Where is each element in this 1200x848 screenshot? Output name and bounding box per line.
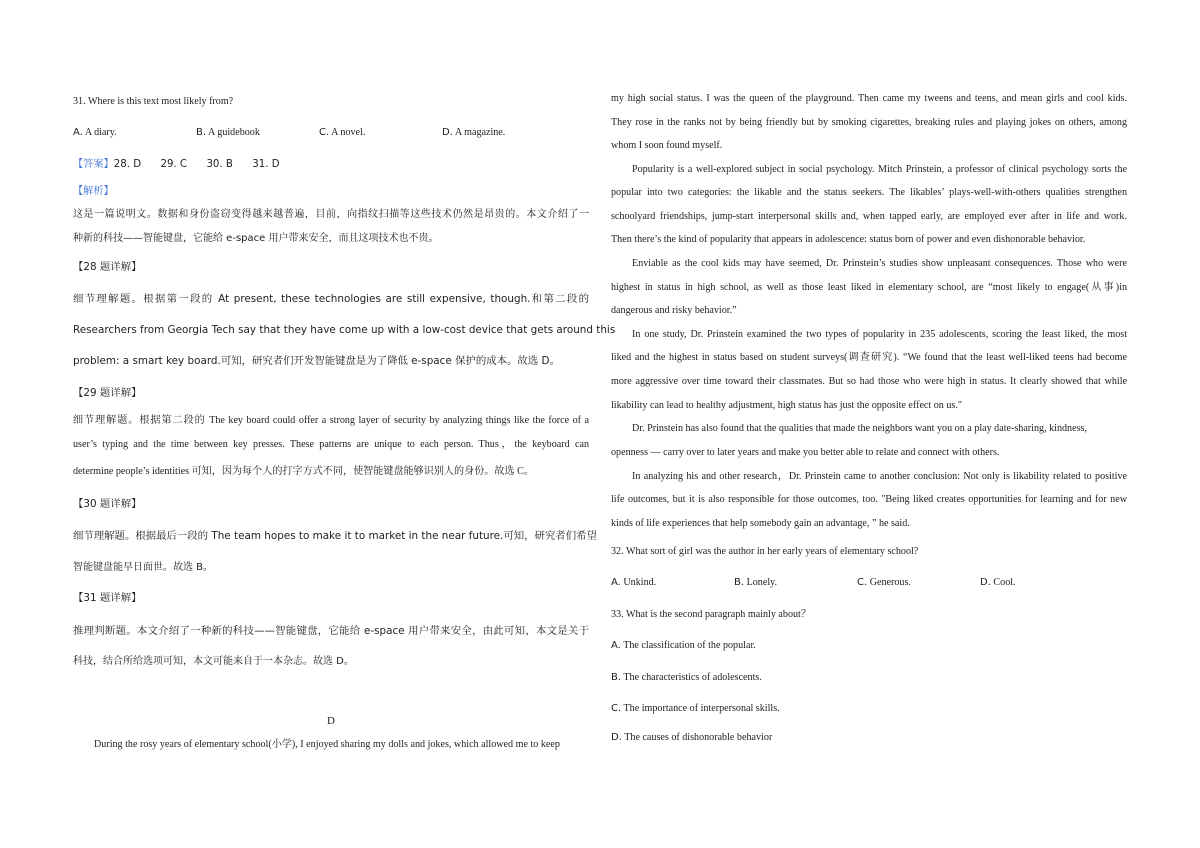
passage-line: life outcomes, but it is also responsible for those outcomes, too. "Being liked creates opportunities for learning and for new	[611, 494, 1127, 505]
passage-line: Enviable as the cool kids may have seemed, Dr. Prinstein’s studies show unpleasant consequences. Those who were	[632, 258, 1127, 269]
option-key: D.	[980, 577, 991, 588]
q32-option-a[interactable]	[611, 576, 656, 589]
passage-line: schoolyard friendships, jump-start interpersonal skills and, when tapped early, are employed ever after in life and work.	[611, 211, 1127, 222]
q30-detail-line: 智能键盘能早日面世。故选 B。	[73, 562, 214, 573]
option-text: The importance of interpersonal skills.	[623, 703, 780, 714]
option-key: B.	[196, 127, 207, 138]
option-text: A magazine.	[454, 127, 506, 138]
passage-first-line: During the rosy years of elementary school(小学), I enjoyed sharing my dolls and jokes, which allowed me to keep	[94, 739, 560, 750]
passage-line: Popularity is a well-explored subject in social psychology. Mitch Prinstein, a professor of clinical psychology sorts the	[632, 164, 1127, 175]
passage-line: liked and the highest in status based on student surveys(调查研究). “We found that the least well-liked teens had become	[611, 352, 1127, 363]
passage-line: dangerous and risky behavior.”	[611, 305, 737, 316]
q29-detail-line: determine people’s identities 可知，因为每个人的打字方式不同，使智能键盘能够识别人的身份。故选 C。	[73, 466, 534, 477]
q31-detail-line: 推理判断题。本文介绍了一种新的科技——智能键盘，它能给 e-space 用户带来安全，由此可知，本文是关于	[73, 625, 589, 637]
option-text: Generous.	[869, 577, 911, 588]
passage-line: Dr. Prinstein has also found that the qualities that made the neighbors want you on a play date-sharing, kindness,	[632, 423, 1087, 434]
passage-line: more aggressive over time toward their classmates. But so had those who were high in status. It clearly showed that while	[611, 376, 1127, 387]
option-key: B.	[611, 672, 622, 683]
passage-line: highest in status in high school, as well as those least liked in elementary school, are “most likely to engage(从事)in	[611, 282, 1127, 293]
option-key: D.	[611, 732, 622, 743]
option-key: C.	[611, 703, 622, 714]
passage-line: In analyzing his and other research，Dr. Prinstein came to another conclusion: Not only is likability related to positive	[632, 471, 1127, 482]
q28-detail-line: Researchers from Georgia Tech say that they have come up with a low-cost device that gets around this	[73, 324, 616, 336]
analysis-line: 种新的科技——智能键盘，它能给 e-space 用户带来安全，而且这项技术也不贵。	[73, 233, 439, 244]
option-text: The classification of the popular.	[623, 640, 756, 651]
q28-detail-line: problem: a smart key board.可知，研究者们开发智能键盘是为了降低 e-space 保护的成本。故选 D。	[73, 355, 560, 367]
option-key: B.	[734, 577, 745, 588]
option-text: A guidebook	[208, 127, 260, 138]
question-32-stem: 32. What sort of girl was the author in her early years of elementary school?	[611, 546, 919, 557]
passage-line: In one study, Dr. Prinstein examined the two types of popularity in 235 adolescents, scoring the least liked, the most	[632, 329, 1127, 340]
option-key: A.	[611, 577, 621, 588]
q32-option-b[interactable]	[734, 576, 777, 589]
answer-label: 【答案】	[73, 159, 114, 170]
q30-detail-line: 细节理解题。根据最后一段的 The team hopes to make it to market in the near future.可知，研究者们希望	[73, 530, 597, 542]
passage-line: my high social status. I was the queen of the playground. Then came my tweens and teens, and mean girls and cool kids.	[611, 93, 1127, 104]
section-letter: D	[327, 715, 335, 727]
option-text: The characteristics of adolescents.	[623, 672, 762, 683]
option-key: D.	[442, 127, 453, 138]
passage-line: They rose in the ranks not by being friendly but by smoking cigarettes, breaking rules and playing jokes on others, among	[611, 117, 1127, 128]
q28-detail-heading: 【28 题详解】	[73, 261, 142, 273]
q33-option-b[interactable]	[611, 671, 762, 684]
q31-option-c[interactable]	[319, 126, 365, 139]
q32-option-c[interactable]	[857, 576, 911, 589]
q31-option-d[interactable]	[442, 126, 505, 139]
question-33-stem: 33. What is the second paragraph mainly about？	[611, 609, 811, 620]
q28-detail-line: 细节理解题。根据第一段的 At present, these technologies are still expensive, though.和第二段的	[73, 293, 589, 305]
option-key: A.	[611, 640, 621, 651]
option-key: A.	[73, 127, 83, 138]
question-31-stem: 31. Where is this text most likely from?	[73, 96, 234, 107]
q32-option-d[interactable]	[980, 576, 1016, 589]
passage-line: popular into two categories: the likable and the status seekers. The likables’ plays-well-with-others qualities strengthen	[611, 187, 1127, 198]
passage-line: likability can lead to healthy adjustment, high status has just the opposite effect on us."	[611, 400, 962, 411]
passage-line: openness — carry over to later years and make you better able to relate and connect with others.	[611, 447, 1000, 458]
q33-option-c[interactable]	[611, 702, 780, 715]
q31-option-b[interactable]	[196, 126, 260, 139]
q29-detail-line: user’s typing and the time between key presses. These patterns are unique to each person. Thus，the keyboard can	[73, 439, 589, 450]
option-text: A novel.	[331, 127, 366, 138]
option-text: Cool.	[993, 577, 1016, 588]
option-key: C.	[857, 577, 868, 588]
q33-option-a[interactable]	[611, 639, 756, 652]
option-key: C.	[319, 127, 330, 138]
q30-detail-heading: 【30 题详解】	[73, 498, 142, 510]
q33-option-d[interactable]	[611, 731, 772, 744]
analysis-label: 【解析】	[73, 186, 114, 197]
passage-line: Then there’s the kind of popularity that appears in adolescence: status born of power and even dishonorable behavior.	[611, 234, 1086, 245]
option-text: The causes of dishonorable behavior	[624, 732, 773, 743]
q29-detail-line: 细节理解题。根据第二段的 The key board could offer a strong layer of security by analyzing things like the force of a	[73, 415, 589, 426]
q31-detail-line: 科技，结合所给选项可知，本文可能来自于一本杂志。故选 D。	[73, 656, 354, 667]
q31-option-a[interactable]	[73, 126, 117, 139]
q31-detail-heading: 【31 题详解】	[73, 592, 142, 604]
option-text: A diary.	[84, 127, 117, 138]
q29-detail-heading: 【29 题详解】	[73, 387, 142, 399]
option-text: Lonely.	[746, 577, 778, 588]
passage-line: kinds of life experiences that help somebody gain an advantage, ” he said.	[611, 518, 910, 529]
answer-keys: 28. D 29. C 30. B 31. D	[113, 159, 280, 170]
answer-line	[73, 158, 280, 171]
option-text: Unkind.	[623, 577, 657, 588]
passage-line: whom I soon found myself.	[611, 140, 723, 151]
analysis-line: 这是一篇说明文。数据和身份盗窃变得越来越普遍，目前，向指纹扫描等这些技术仍然是昂贵的。本文介绍了一	[73, 209, 589, 220]
